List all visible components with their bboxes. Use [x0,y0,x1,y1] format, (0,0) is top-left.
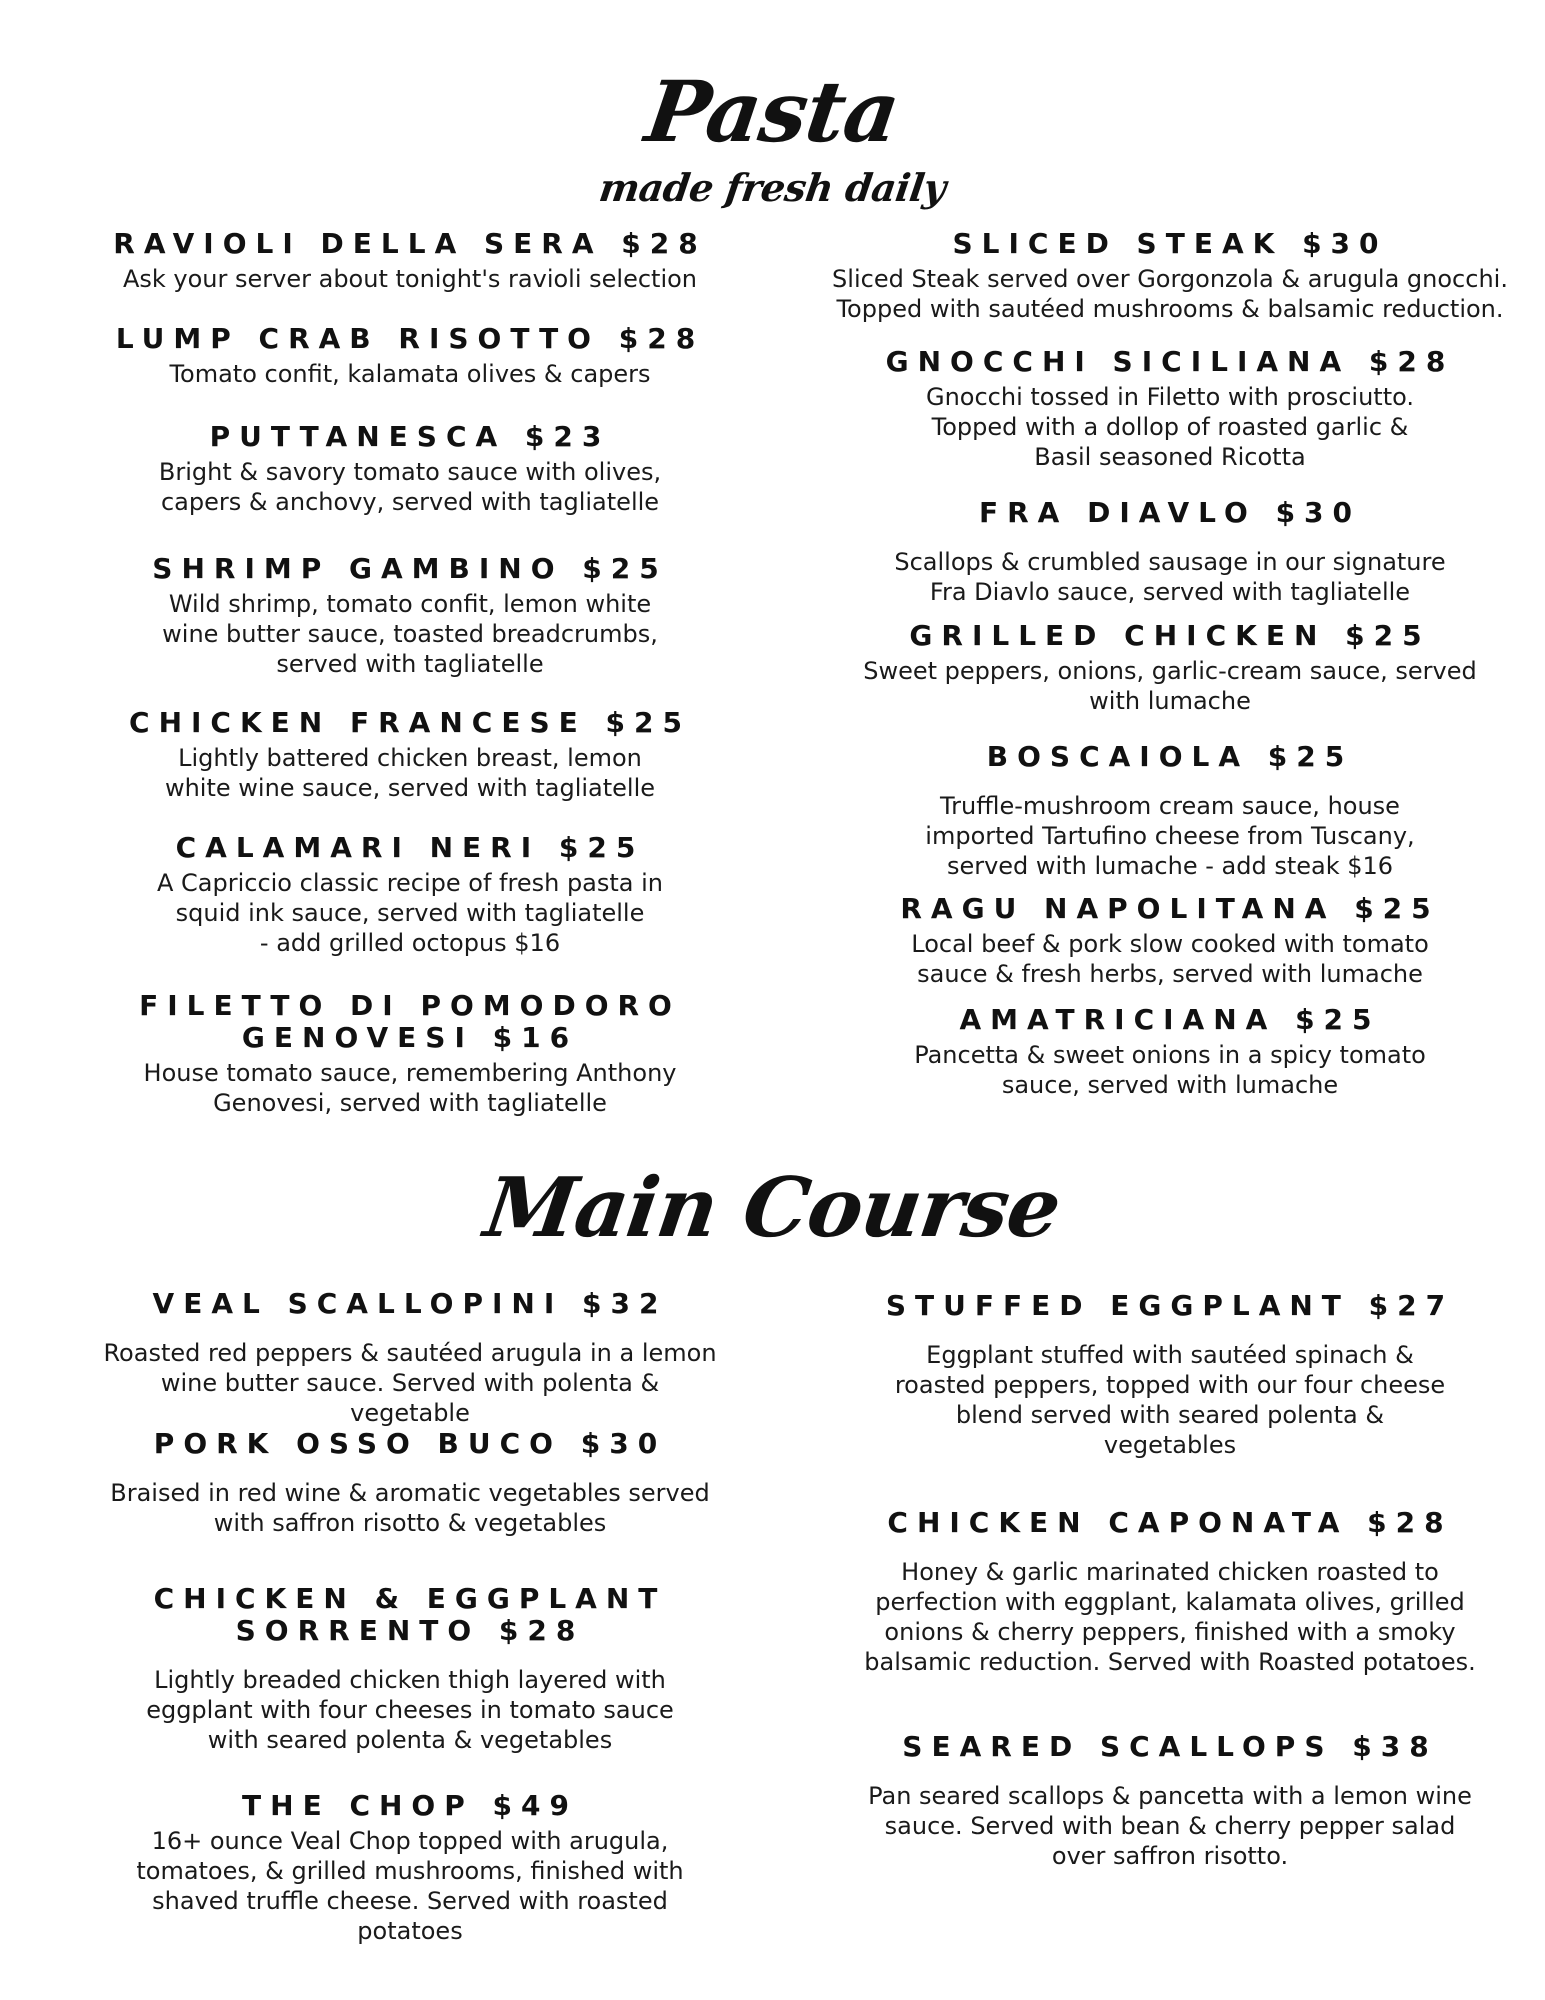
pasta-section-title: Pasta [640,62,905,161]
menu-item-amatriciana [800,1004,1540,1100]
menu-item-chicken-francese [100,707,720,803]
menu-item-name: PORK OSSO BUCO $30 [153,1427,667,1460]
menu-item-name: RAVIOLI DELLA SERA $28 [113,227,707,260]
menu-item-description: Wild shrimp, tomato confit, lemon white wine butter sauce, toasted breadcrumbs, served with tagliatelle [162,590,658,678]
menu-item-name: THE CHOP $49 [242,1789,578,1822]
menu-item-gnocchi-siciliana [800,346,1540,472]
menu-item-name: CHICKEN & EGGPLANT SORRENTO $28 [153,1582,667,1647]
menu-item-name: VEAL SCALLOPINI $32 [152,1287,668,1320]
menu-item-name: BOSCAIOLA $25 [986,740,1354,773]
menu-item-description: Local beef & pork slow cooked with tomato sauce & fresh herbs, served with lumache [911,930,1429,988]
menu-item-description: Roasted red peppers & sautéed arugula in a lemon wine butter sauce. Served with polenta & vegetable [103,1339,717,1427]
menu-item-name: STUFFED EGGPLANT $27 [885,1289,1455,1322]
menu-item-lump-crab-risotto [100,323,720,389]
menu-item-description: Braised in red wine & aromatic vegetables served with saffron risotto & vegetables [110,1479,710,1537]
main-course-section-title: Main Course [479,1160,1066,1256]
menu-item-boscaiola [800,741,1540,881]
menu-item-fra-diavlo [800,497,1540,607]
menu-item-name: SEARED SCALLOPS $38 [902,1730,1438,1763]
menu-item-description: Scallops & crumbled sausage in our signature Fra Diavlo sauce, served with tagliatelle [894,548,1446,606]
menu-item-description: Pancetta & sweet onions in a spicy tomato sauce, served with lumache [914,1041,1426,1099]
menu-item-name: PUTTANESCA $23 [209,420,611,453]
menu-item-puttanesca [100,421,720,517]
menu-item-shrimp-gambino [100,553,720,679]
menu-item-description: A Capriccio classic recipe of fresh pasta in squid ink sauce, served with tagliatelle - add grilled octopus $16 [156,869,664,957]
menu-item-description: Lightly battered chicken breast, lemon white wine sauce, served with tagliatelle [164,744,656,802]
menu-item-ragu-napolitana [800,893,1540,989]
menu-item-the-chop [100,1790,720,1946]
menu-item-description: Sweet peppers, onions, garlic-cream sauce, served with lumache [863,657,1477,715]
menu-item-name: GNOCCHI SICILIANA $28 [885,345,1455,378]
menu-item-name: GRILLED CHICKEN $25 [909,619,1431,652]
menu-item-description: Sliced Steak served over Gorgonzola & arugula gnocchi. Topped with sautéed mushrooms & balsamic reduction. [832,265,1508,323]
menu-item-description: Tomato confit, kalamata olives & capers [169,360,651,388]
menu-item-name: CALAMARI NERI $25 [175,831,645,864]
menu-item-description: Eggplant stuffed with sautéed spinach & roasted peppers, topped with our four cheese blend served with seared polenta & vegetables [894,1341,1446,1459]
menu-item-name: FRA DIAVLO $30 [978,496,1362,529]
menu-item-sliced-steak [800,228,1540,324]
menu-item-veal-scallopini [100,1288,720,1428]
menu-item-name: FILETTO DI POMODORO GENOVESI $16 [139,989,681,1054]
menu-item-grilled-chicken [800,620,1540,716]
menu-item-description: Lightly breaded chicken thigh layered with eggplant with four cheeses in tomato sauce with seared polenta & vegetables [146,1666,674,1754]
menu-item-calamari-neri [100,832,720,958]
menu-item-description: Honey & garlic marinated chicken roasted to perfection with eggplant, kalamata olives, grilled onions & cherry peppers, finished with a smoky balsamic reduction. Served with Roasted potatoes. [864,1558,1476,1676]
menu-item-name: CHICKEN FRANCESE $25 [129,706,691,739]
menu-item-description: House tomato sauce, remembering Anthony Genovesi, served with tagliatelle [143,1059,677,1117]
menu-item-description: 16+ ounce Veal Chop topped with arugula, tomatoes, & grilled mushrooms, finished with shaved truffle cheese. Served with roasted potatoes [136,1827,684,1945]
menu-item-name: SHRIMP GAMBINO $25 [152,552,668,585]
menu-item-stuffed-eggplant [800,1290,1540,1460]
menu-item-description: Gnocchi tossed in Filetto with prosciutto. Topped with a dollop of roasted garlic & Basil seasoned Ricotta [925,383,1414,471]
menu-item-name: LUMP CRAB RISOTTO $28 [115,322,705,355]
menu-item-chicken-eggplant-sorrento [100,1583,720,1755]
menu-item-name: CHICKEN CAPONATA $28 [887,1506,1453,1539]
pasta-section-subtitle: made fresh daily [596,165,949,210]
menu-item-name: SLICED STEAK $30 [952,227,1388,260]
menu-item-description: Bright & savory tomato sauce with olives, capers & anchovy, served with tagliatelle [158,458,662,516]
menu-item-pork-osso-buco [100,1428,720,1538]
menu-item-ravioli-della-sera [100,228,720,294]
menu-item-filetto-di-pomodoro [100,990,720,1118]
menu-item-chicken-caponata [800,1507,1540,1677]
menu-item-description: Truffle-mushroom cream sauce, house imported Tartufino cheese from Tuscany, served with lumache - add steak $16 [925,792,1415,880]
menu-item-description: Pan seared scallops & pancetta with a lemon wine sauce. Served with bean & cherry pepper salad over saffron risotto. [868,1782,1472,1870]
menu-item-seared-scallops [800,1731,1540,1871]
menu-item-description: Ask your server about tonight's ravioli selection [122,265,698,293]
menu-item-name: RAGU NAPOLITANA $25 [900,892,1440,925]
menu-item-name: AMATRICIANA $25 [959,1003,1381,1036]
